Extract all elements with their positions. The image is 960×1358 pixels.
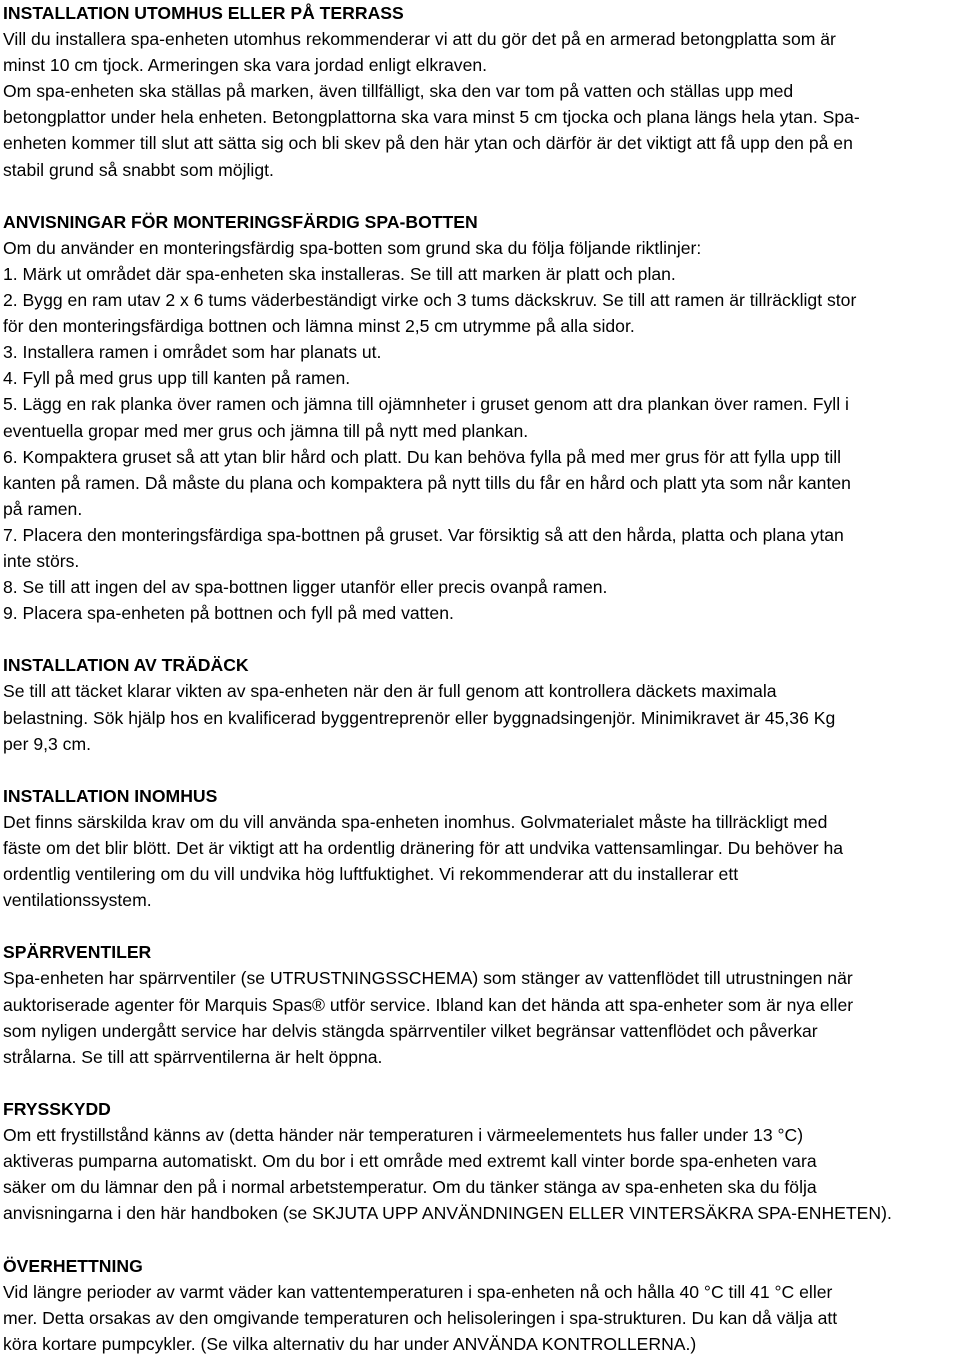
section-heading: SPÄRRVENTILER: [3, 942, 152, 963]
list-item-line: 3. Installera ramen i området som har planats ut.: [3, 342, 382, 363]
section-heading: ÖVERHETTNING: [3, 1255, 143, 1276]
list-item-line: 4. Fyll på med grus upp till kanten på ramen.: [3, 368, 351, 389]
text-line: minst 10 cm tjock. Armeringen ska vara jordad enligt elkraven.: [3, 55, 488, 76]
text-line: Det finns särskilda krav om du vill använda spa-enheten inomhus. Golvmaterialet måste ha tillräckligt med: [3, 811, 828, 832]
text-line: strålarna. Se till att spärrventilerna är helt öppna.: [3, 1046, 383, 1067]
list-item-line: 5. Lägg en rak planka över ramen och jämna till ojämnheter i gruset genom att dra plankan över ramen. Fyll i: [3, 394, 849, 415]
section-heading: ANVISNINGAR FÖR MONTERINGSFÄRDIG SPA-BOTTEN: [3, 211, 478, 232]
text-line: säker om du lämnar den på i normal arbetstemperatur. Om du tänker stänga av spa-enheten ska du följa: [3, 1177, 817, 1198]
text-line: Se till att täcket klarar vikten av spa-enheten när den är full genom att kontrollera däckets maximala: [3, 681, 777, 702]
text-line: belastning. Sök hjälp hos en kvalificerad byggentreprenör eller byggnadsingenjör. Minimikravet är 45,36 Kg: [3, 707, 836, 728]
section-shutoff-valves: [3, 939, 958, 1069]
text-line: per 9,3 cm.: [3, 733, 92, 754]
section-ready-made-base-instructions: [3, 209, 958, 627]
section-deck-installation: [3, 652, 958, 756]
text-line: auktoriserade agenter för Marquis Spas® utför service. Ibland kan det hända att spa-enheter som är nya eller: [3, 994, 854, 1015]
list-item-line: 6. Kompaktera gruset så att ytan blir hård och platt. Du kan behöva fylla på med mer grus för att fylla upp till: [3, 446, 842, 467]
text-line: aktiveras pumparna automatiskt. Om du bor i ett område med extremt kall vinter borde spa-enheten vara: [3, 1151, 817, 1172]
text-line: Vid längre perioder av varmt väder kan vattentemperaturen i spa-enheten nå och hålla 40 °C till 41 °C eller: [3, 1281, 833, 1302]
section-heading: INSTALLATION UTOMHUS ELLER PÅ TERRASS: [3, 3, 404, 23]
list-item-line: för den monteringsfärdiga bottnen och lämna minst 2,5 cm utrymme på alla sidor.: [3, 316, 635, 337]
section-freeze-protection: [3, 1096, 958, 1226]
list-item-line: 8. Se till att ingen del av spa-bottnen ligger utanför eller precis ovanpå ramen.: [3, 577, 608, 598]
text-line: ventilationssystem.: [3, 890, 152, 911]
section-heading: INSTALLATION AV TRÄDÄCK: [3, 655, 249, 676]
text-line: anvisningarna i den här handboken (se SKJUTA UPP ANVÄNDNINGEN ELLER VINTERSÄKRA SPA-ENHETEN).: [3, 1203, 892, 1224]
text-line: köra kortare pumpcykler. (Se vilka alternativ du har under ANVÄNDA KONTROLLERNA.): [3, 1333, 697, 1354]
text-line: Om ett frystillstånd känns av (detta händer när temperaturen i värmeelementets hus faller under 13 °C): [3, 1125, 804, 1146]
section-heading: FRYSSKYDD: [3, 1098, 111, 1119]
text-line: som nyligen undergått service har delvis stängda spärrventiler vilket begränsar vattenflödet och påverkar: [3, 1020, 818, 1041]
text-line: Om spa-enheten ska ställas på marken, även tillfälligt, ska den var tom på vatten och ställas upp med: [3, 81, 794, 102]
list-item-line: 1. Märk ut området där spa-enheten ska installeras. Se till att marken är platt och plan.: [3, 263, 676, 284]
text-line: Vill du installera spa-enheten utomhus rekommenderar vi att du gör det på en armerad betongplatta som är: [3, 29, 836, 50]
text-line: Om du använder en monteringsfärdig spa-botten som grund ska du följa följande riktlinjer:: [3, 237, 702, 258]
list-item-line: inte störs.: [3, 550, 80, 571]
text-line: stabil grund så snabbt som möjligt.: [3, 159, 274, 180]
section-heading: INSTALLATION INOMHUS: [3, 785, 218, 806]
section-outdoor-installation: [3, 0, 958, 183]
list-item-line: eventuella gropar med mer grus och jämna till på nytt med plankan.: [3, 420, 529, 441]
text-line: Spa-enheten har spärrventiler (se UTRUSTNINGSSCHEMA) som stänger av vattenflödet till utrustningen när: [3, 968, 853, 989]
list-item-line: 9. Placera spa-enheten på bottnen och fyll på med vatten.: [3, 603, 454, 624]
list-item-line: på ramen.: [3, 498, 83, 519]
list-item-line: kanten på ramen. Då måste du plana och kompaktera på nytt tills du får en hård och platt yta som når kanten: [3, 472, 851, 493]
section-indoor-installation: [3, 783, 958, 913]
section-overheating: [3, 1253, 958, 1357]
text-line: fäste om det blir blött. Det är viktigt att ha ordentlig dränering för att undvika vattensamlingar. Du behöver ha: [3, 838, 844, 858]
list-item-line: 2. Bygg en ram utav 2 x 6 tums väderbeständigt virke och 3 tums däckskruv. Se till att ramen är tillräckligt stor: [3, 290, 857, 311]
text-line: mer. Detta orsakas av den omgivande temperaturen och helisoleringen i spa-strukturen. Du kan då välja att: [3, 1307, 838, 1328]
text-line: enheten kommer till slut att sätta sig och bli skev på den här ytan och därför är det viktigt att få upp den på en: [3, 133, 853, 154]
list-item-line: 7. Placera den monteringsfärdiga spa-bottnen på gruset. Var försiktig så att den hårda, platta och plana ytan: [3, 524, 844, 545]
text-line: betongplattor under hela enheten. Betongplattorna ska vara minst 5 cm tjocka och plana längs hela ytan. Spa-: [3, 107, 860, 128]
text-line: ordentlig ventilering om du vill undvika hög luftfuktighet. Vi rekommenderar att du installerar ett: [3, 864, 739, 885]
